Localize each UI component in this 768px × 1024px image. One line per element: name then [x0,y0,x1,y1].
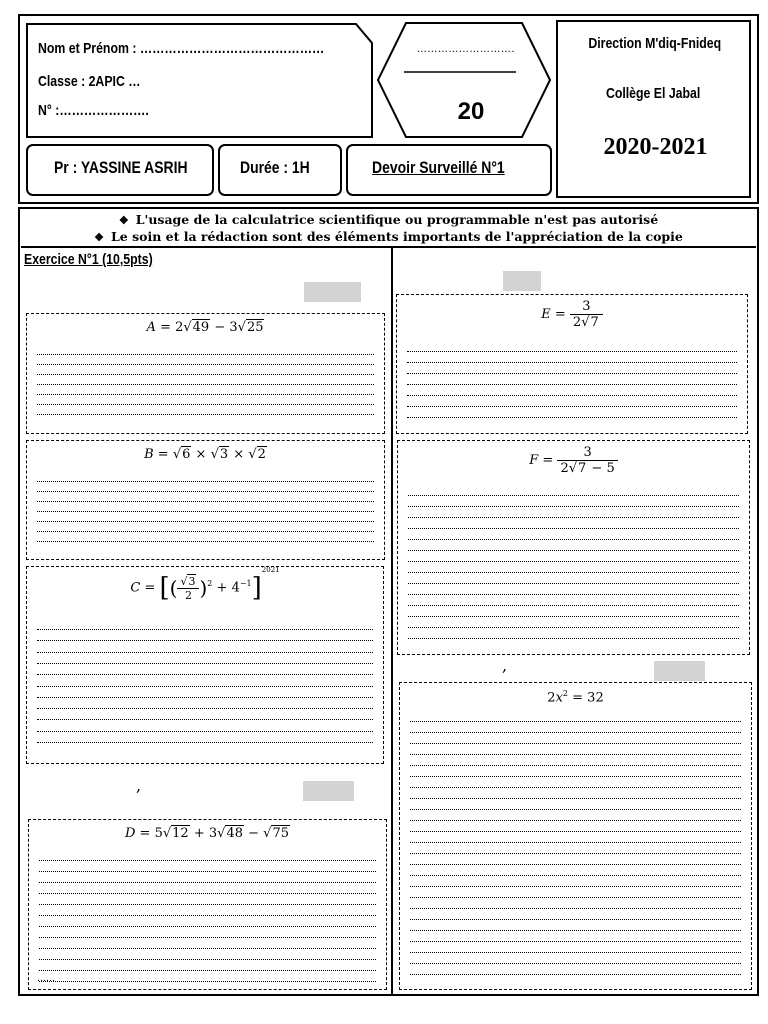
teacher-name: Pr : YASSINE ASRIH [54,158,188,177]
writing-line [39,904,376,905]
writing-line [39,970,376,971]
writing-line [408,605,739,606]
writing-line [39,937,376,938]
diamond-bullet-icon: ❖ [94,231,104,244]
writing-line [37,404,374,405]
answer-box-c[interactable] [26,566,384,764]
writing-line [410,930,741,931]
writing-line [37,663,373,664]
writing-line [410,798,741,799]
writing-line [407,417,737,418]
writing-line [410,974,741,975]
writing-line [39,915,376,916]
writing-line [410,776,741,777]
writing-line [407,395,737,396]
exam-title: Devoir Surveillé N°1 [372,158,505,177]
writing-line [37,531,374,532]
formula-f: F = $\frac{3}{2√7 - 5}$ [398,445,749,476]
answer-box-equation[interactable] [399,682,752,990]
grade-total: 20 [457,98,485,125]
writing-line [410,875,741,876]
writing-line [410,743,741,744]
writing-line [407,406,737,407]
trailing-dots: …… [37,974,55,984]
writing-line [410,820,741,821]
writing-line [410,721,741,722]
writing-line [410,787,741,788]
answer-box-e[interactable] [396,294,748,434]
formula-equation: $2x^2 = 32$ [547,689,604,706]
score-tab [304,282,361,302]
formula-c: C = [( $\frac{√3}{2}$ )$^2 + 4^{-1}]^{2021}$ [130,566,280,603]
instructions-box [21,210,756,248]
writing-line [410,842,741,843]
writing-line [37,640,373,641]
score-tab [303,781,354,801]
school-college: Collège El Jabal [605,85,701,102]
diamond-bullet-icon: ❖ [118,214,129,227]
grade-blank[interactable]: ………………………. [416,44,516,55]
writing-line [37,374,374,375]
writing-line [410,897,741,898]
writing-line [408,506,739,507]
school-direction: Direction M'diq-Fnideq [588,35,722,52]
score-tab [654,661,705,681]
writing-line [408,561,739,562]
exam-title-pill [346,144,552,196]
column-divider [391,248,393,994]
duration-label: Durée : 1H [240,158,310,177]
writing-line [37,481,374,482]
writing-line [407,362,737,363]
writing-line [407,373,737,374]
answer-box-f[interactable] [397,440,750,655]
writing-line [410,886,741,887]
writing-line [37,719,373,720]
formula-b: B = √6 × √3 × √2 [144,447,266,462]
writing-line [408,638,739,639]
student-class-label[interactable]: Classe : 2APIC … [38,73,141,90]
instruction-2 [21,229,756,244]
answer-box-d[interactable] [28,819,387,990]
writing-line [410,853,741,854]
writing-line [410,809,741,810]
writing-line [408,495,739,496]
writing-line [410,919,741,920]
student-number-label[interactable]: N° :…………………. [38,102,149,119]
writing-line [37,652,373,653]
writing-line [37,697,373,698]
teacher-pill [26,144,214,196]
writing-line [408,550,739,551]
writing-line [37,511,374,512]
writing-line [39,882,376,883]
writing-line [37,501,374,502]
writing-line [37,731,373,732]
school-box [556,20,751,198]
writing-line [39,959,376,960]
answer-box-b[interactable] [26,440,385,560]
writing-line [408,627,739,628]
writing-line [37,394,374,395]
writing-line [407,351,737,352]
student-name-label[interactable]: Nom et Prénom : ……………………………………… [38,40,325,57]
writing-line [39,871,376,872]
writing-line [39,860,376,861]
formula-a: A = 2√49 − 3√25 [146,320,264,335]
writing-line [408,594,739,595]
formula-e: E = $\frac{3}{2√7}$ [397,299,747,330]
stray-comma: , [502,656,508,675]
formula-d: D = 5√12 + 3√48 − √75 [124,826,290,841]
writing-line [39,948,376,949]
writing-line [37,629,373,630]
writing-line [410,952,741,953]
writing-line [37,491,374,492]
writing-line [410,864,741,865]
writing-line [37,521,374,522]
writing-line [37,384,374,385]
stray-comma: , [136,776,142,795]
writing-line [408,583,739,584]
answer-box-a[interactable] [26,313,385,434]
writing-line [408,528,739,529]
writing-line [410,754,741,755]
writing-line [410,831,741,832]
exercise-title: Exercice N°1 (10,5pts) [24,251,153,268]
writing-line [37,354,374,355]
instruction-1 [21,212,756,227]
writing-line [410,941,741,942]
writing-line [408,517,739,518]
writing-line [37,708,373,709]
writing-line [39,981,376,982]
writing-line [408,539,739,540]
score-tab [503,271,541,291]
writing-line [408,572,739,573]
instruction-text: Le soin et la rédaction sont des éléments importants de l'appréciation de la copie [111,229,683,244]
writing-line [37,674,373,675]
writing-line [37,541,374,542]
writing-line [37,686,373,687]
school-year: 2020-2021 [603,134,708,160]
writing-line [37,742,373,743]
duration-pill [218,144,342,196]
writing-line [37,414,374,415]
writing-line [410,963,741,964]
writing-line [39,893,376,894]
writing-line [407,384,737,385]
instruction-text: L'usage de la calculatrice scientifique ou programmable n'est pas autorisé [135,212,659,227]
writing-line [408,616,739,617]
writing-line [39,926,376,927]
writing-line [37,364,374,365]
writing-line [410,908,741,909]
writing-line [410,765,741,766]
writing-line [410,732,741,733]
